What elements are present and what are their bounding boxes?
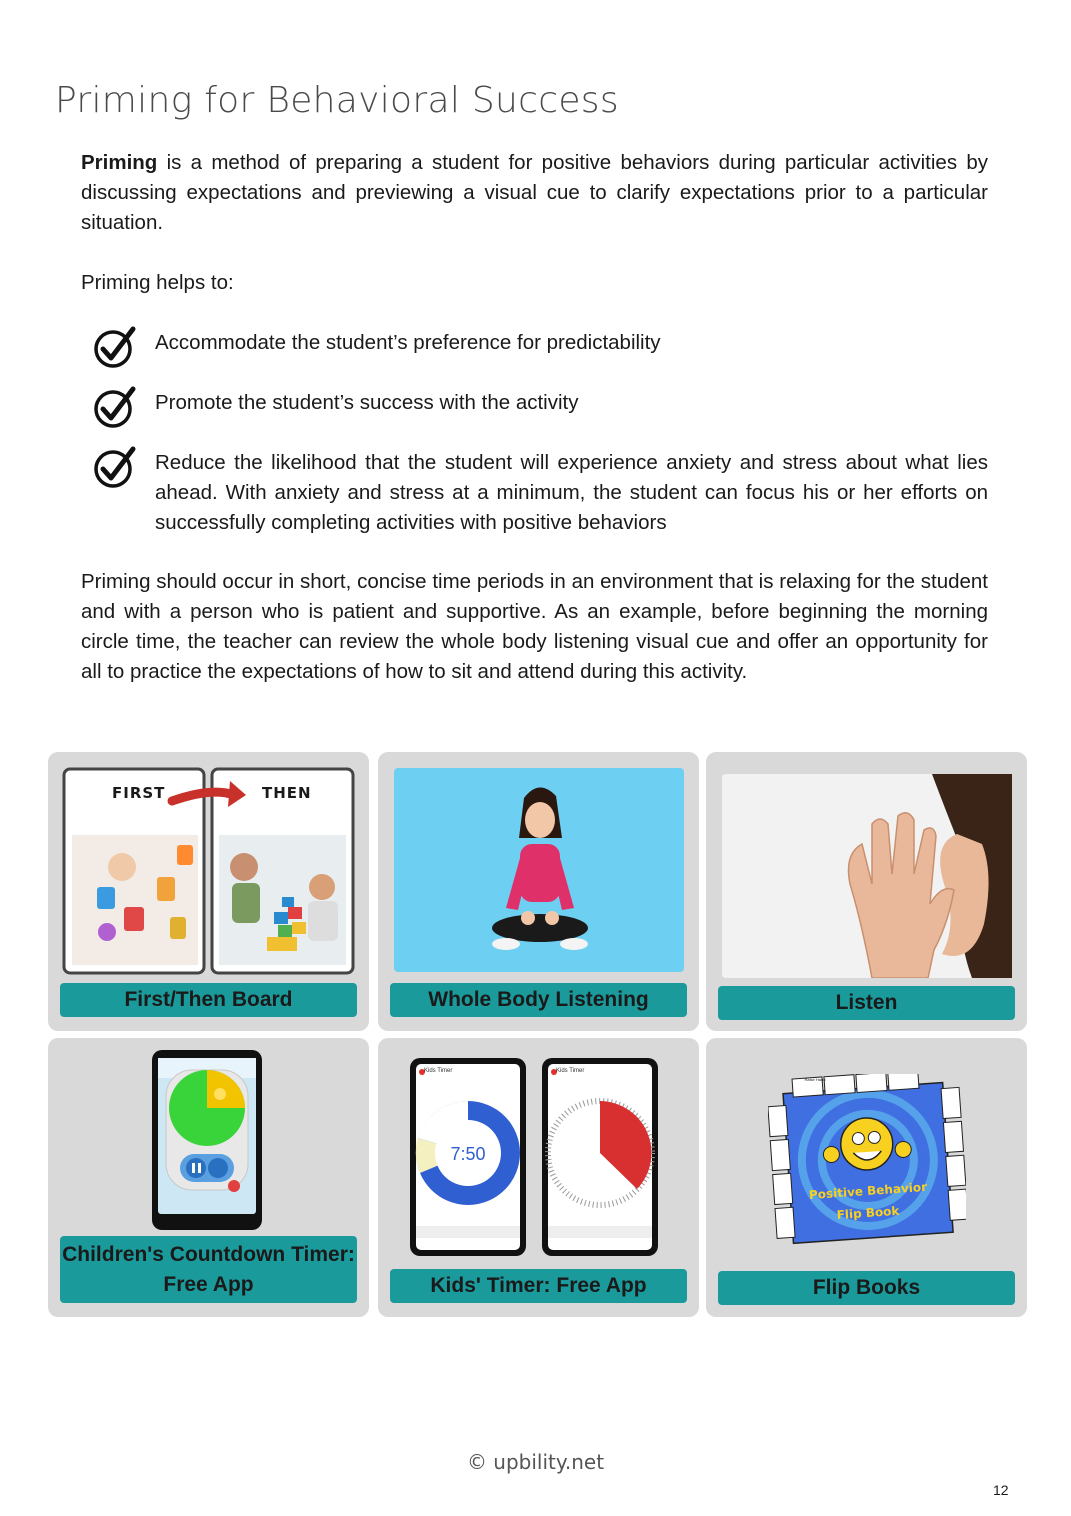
countdown-timer-phone-image <box>152 1050 262 1230</box>
whole-body-listening-image <box>394 768 684 972</box>
card-listen <box>706 752 1027 1031</box>
intro-text: is a method of preparing a student for positive behaviors during particular activities by discussing expectations and previewing a visual cue to clarify expectations prior to a particular situation. <box>81 151 988 234</box>
first-then-board-image <box>62 767 356 977</box>
card-label: Whole Body Listening <box>390 983 687 1017</box>
page-title: Priming for Behavioral Success <box>55 80 619 121</box>
kids-timer-app-name-2: Kids Timer <box>556 1068 585 1074</box>
then-label: THEN <box>262 784 312 802</box>
footer-copyright: © upbility.net <box>466 1450 605 1474</box>
checklist-item <box>93 445 988 538</box>
card-label: Listen <box>718 986 1015 1020</box>
checklist-item <box>93 325 988 369</box>
page-number: 12 <box>993 1482 1009 1498</box>
listen-ear-image <box>722 774 1012 978</box>
closing-paragraph: Priming should occur in short, concise time periods in an environment that is relaxing for the student and with a person who is patient and supportive. As an example, before beginning the morning circle time, the teacher can review the whole body listening visual cue and offer an opportunity for all to practice the expectations of how to sit and attend during this activity. <box>81 570 988 683</box>
priming-term: Priming <box>81 151 158 174</box>
card-whole-body-listening <box>378 752 699 1031</box>
check-circle-icon <box>93 325 137 369</box>
checklist-item <box>93 385 988 429</box>
first-label: FIRST <box>112 784 166 802</box>
check-circle-icon <box>93 385 137 429</box>
intro-paragraph <box>81 148 988 238</box>
flip-book-title-2: Flip Book <box>836 1203 900 1223</box>
checklist-text: Promote the student’s success with the activity <box>155 391 579 414</box>
card-label: Children's Countdown Timer: Free App <box>60 1236 357 1303</box>
flip-book-title-1: Positive Behavior <box>808 1179 928 1203</box>
card-label: Kids' Timer: Free App <box>390 1269 687 1303</box>
card-label: First/Then Board <box>60 983 357 1017</box>
card-countdown-timer <box>48 1038 369 1317</box>
card-first-then <box>48 752 369 1031</box>
card-label: Flip Books <box>718 1271 1015 1305</box>
check-circle-icon <box>93 445 137 489</box>
checklist-text: Reduce the likelihood that the student will experience anxiety and stress about what lies ahead. With anxiety and stress at a minimum, the student can focus his or her efforts on successfully completing activities with positive behaviors <box>155 451 988 534</box>
card-flip-books <box>706 1038 1027 1317</box>
flip-book-tab-label: Raise Hand <box>804 1077 826 1082</box>
helps-heading: Priming helps to: <box>81 271 234 294</box>
kids-timer-app-name: Kids Timer <box>424 1068 453 1074</box>
card-kids-timer <box>378 1038 699 1317</box>
checklist-text: Accommodate the student’s preference for predictability <box>155 331 661 354</box>
kids-timer-time-readout: 7:50 <box>450 1144 486 1164</box>
